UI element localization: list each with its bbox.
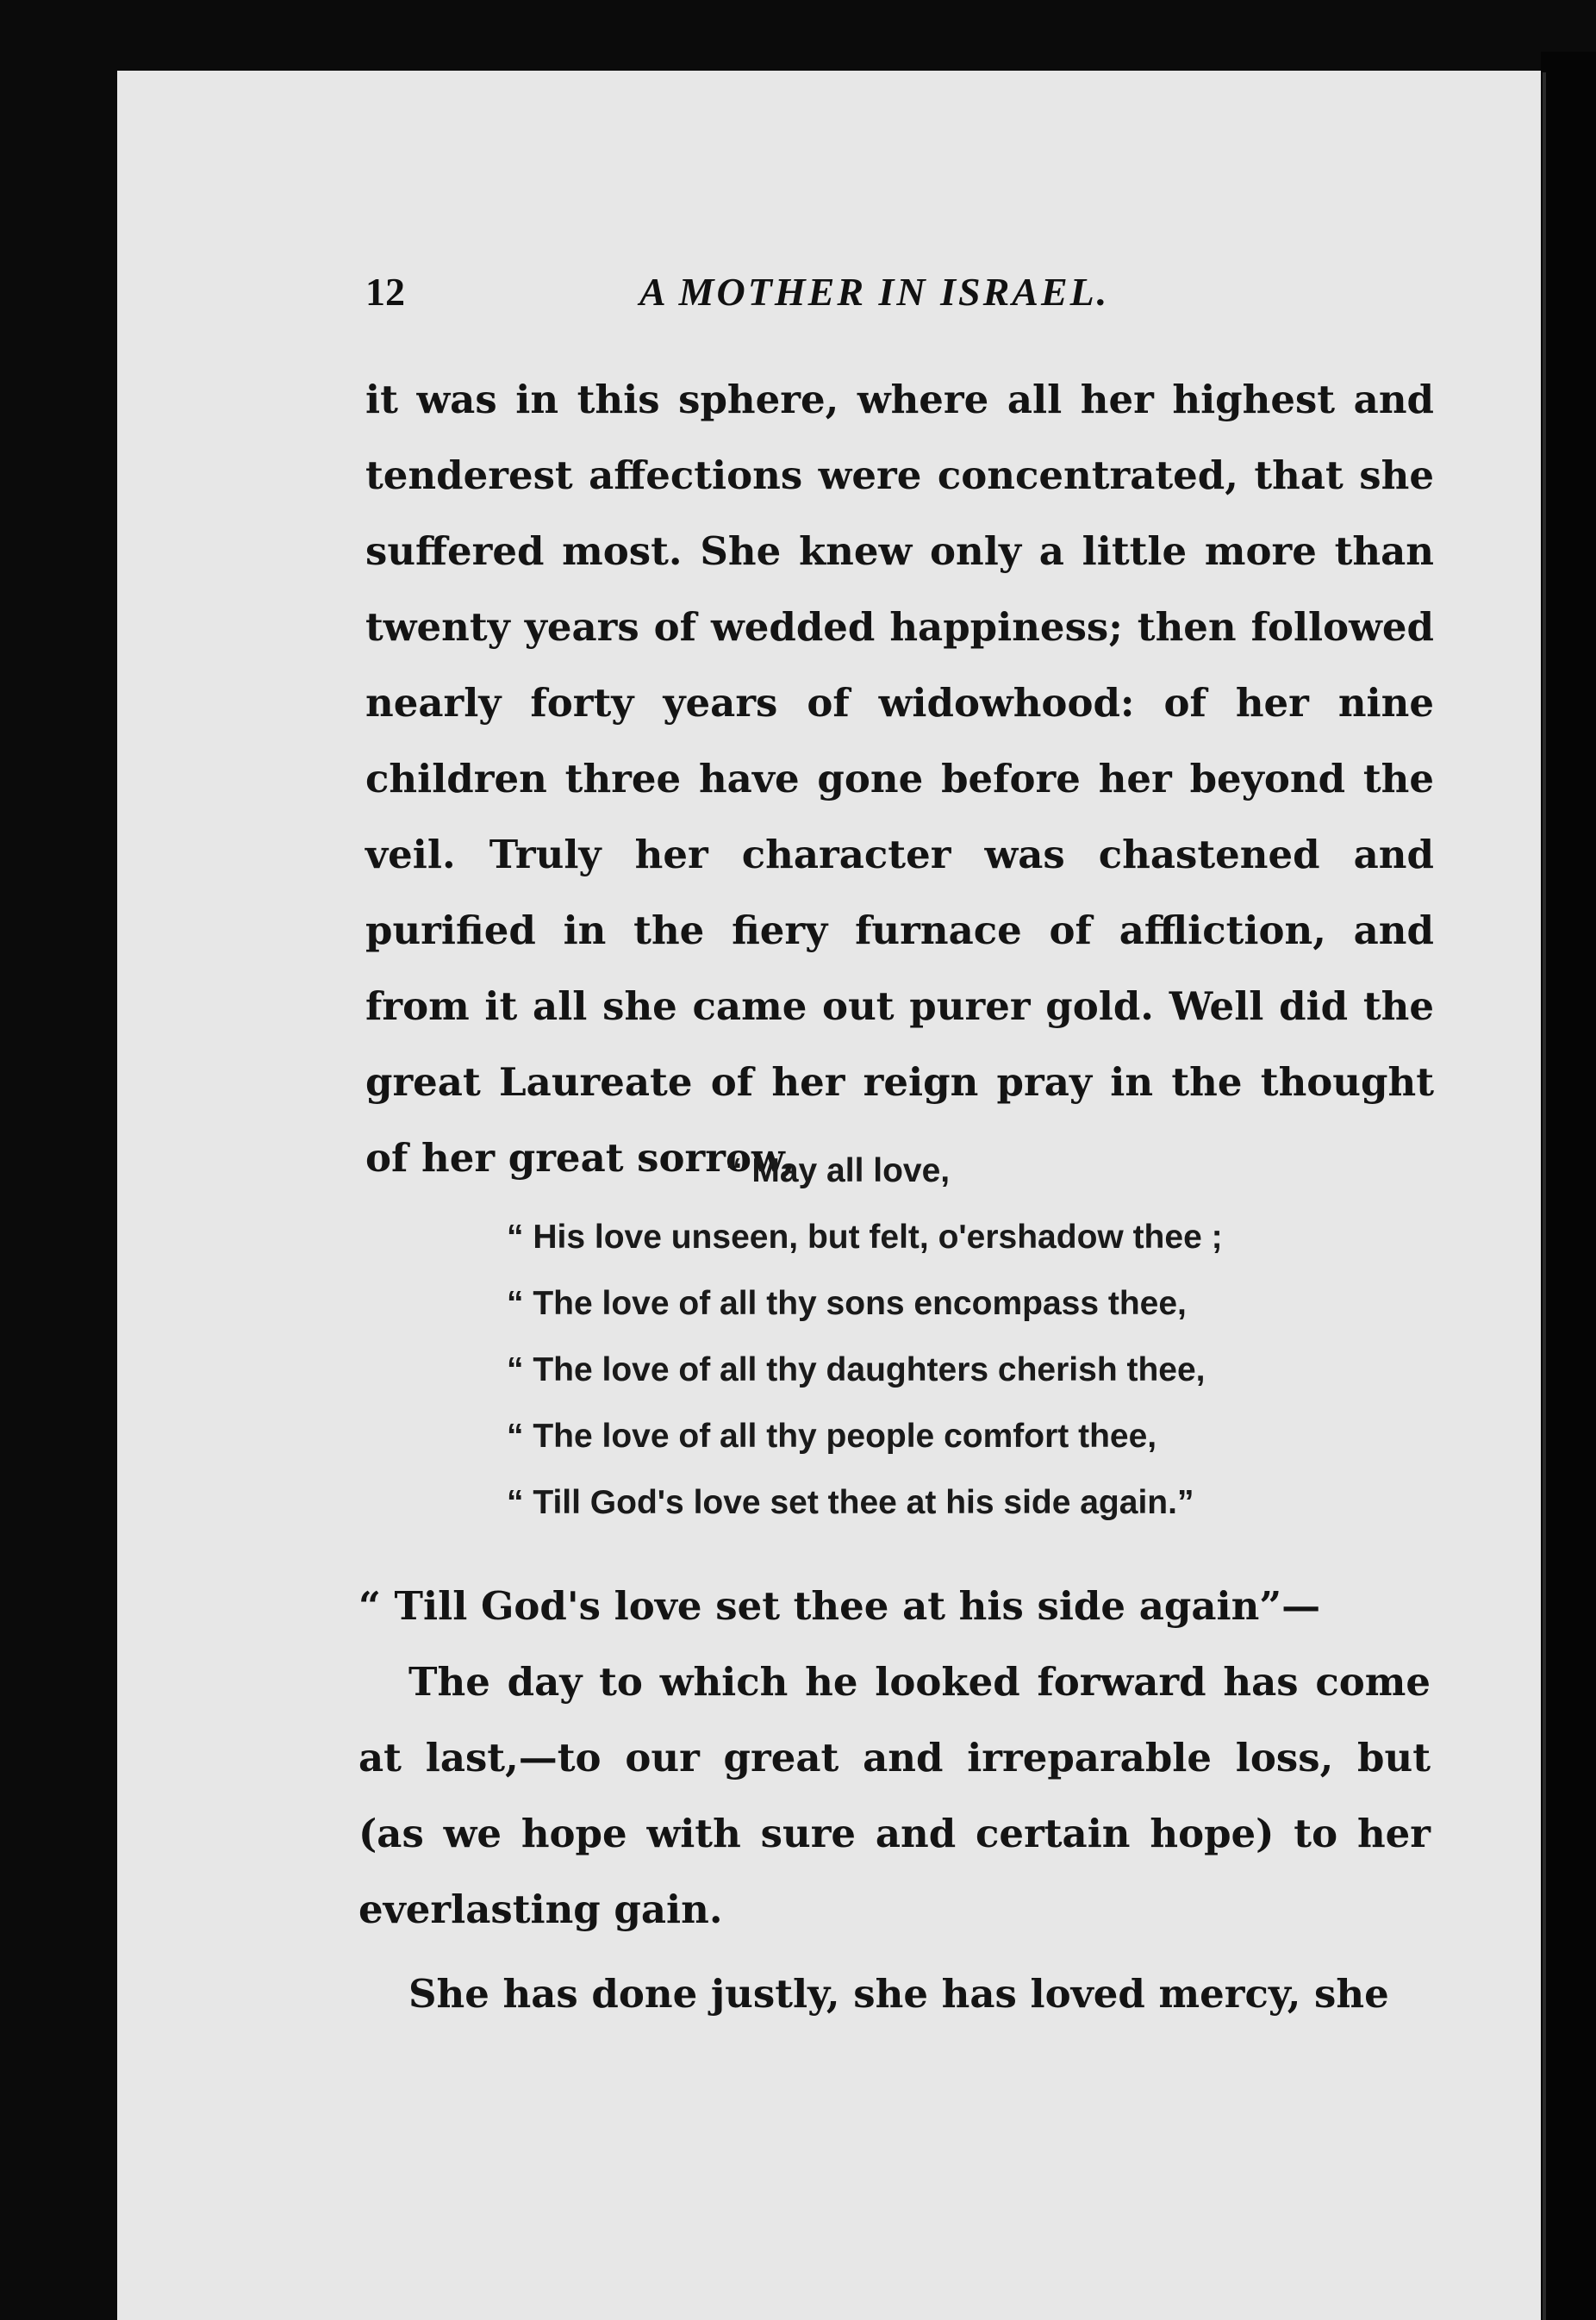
quoted-poem	[507, 1138, 1334, 1536]
poem-line: “ May all love,	[726, 1152, 951, 1189]
page-number: 12	[365, 270, 405, 314]
poem-line: “ Till God's love set thee at his side again.”	[507, 1484, 1194, 1521]
paragraph: it was in this sphere, where all her highest and tenderest affections were concentrated, that she suffered most. She knew only a little more than twenty years of wedded happiness; then followed nearly forty years of widowhood: of her nine children three have gone before her beyond the veil. Truly her character was chastened and purified in the fiery furnace of affliction, and from it all she came out purer gold. Well did the great Laureate of her reign pray in the thought of her great sorrow,	[365, 377, 1434, 1181]
poem-line: “ The love of all thy sons encompass thee,	[507, 1285, 1187, 1322]
paragraph: The day to which he looked forward has come at last,—to our great and irreparable loss, but (as we hope with sure and certain hope) to her everlasting gain.	[358, 1659, 1431, 1932]
poem-line: “ The love of all thy people comfort thee,	[507, 1418, 1157, 1455]
quote-line: “ Till God's love set thee at his side again”—	[358, 1583, 1321, 1629]
continuation-text	[358, 1568, 1431, 2032]
page-edge-line	[1543, 72, 1546, 2320]
running-title: A MOTHER IN ISRAEL.	[639, 270, 1110, 314]
poem-line: “ His love unseen, but felt, o'ershadow thee ;	[507, 1219, 1223, 1256]
body-text	[365, 362, 1434, 1196]
paragraph: She has done justly, she has loved mercy, she	[408, 1971, 1389, 2017]
poem-line: “ The love of all thy daughters cherish thee,	[507, 1351, 1206, 1388]
page-edge-shadow	[1541, 52, 1596, 2320]
running-header	[365, 269, 1193, 329]
